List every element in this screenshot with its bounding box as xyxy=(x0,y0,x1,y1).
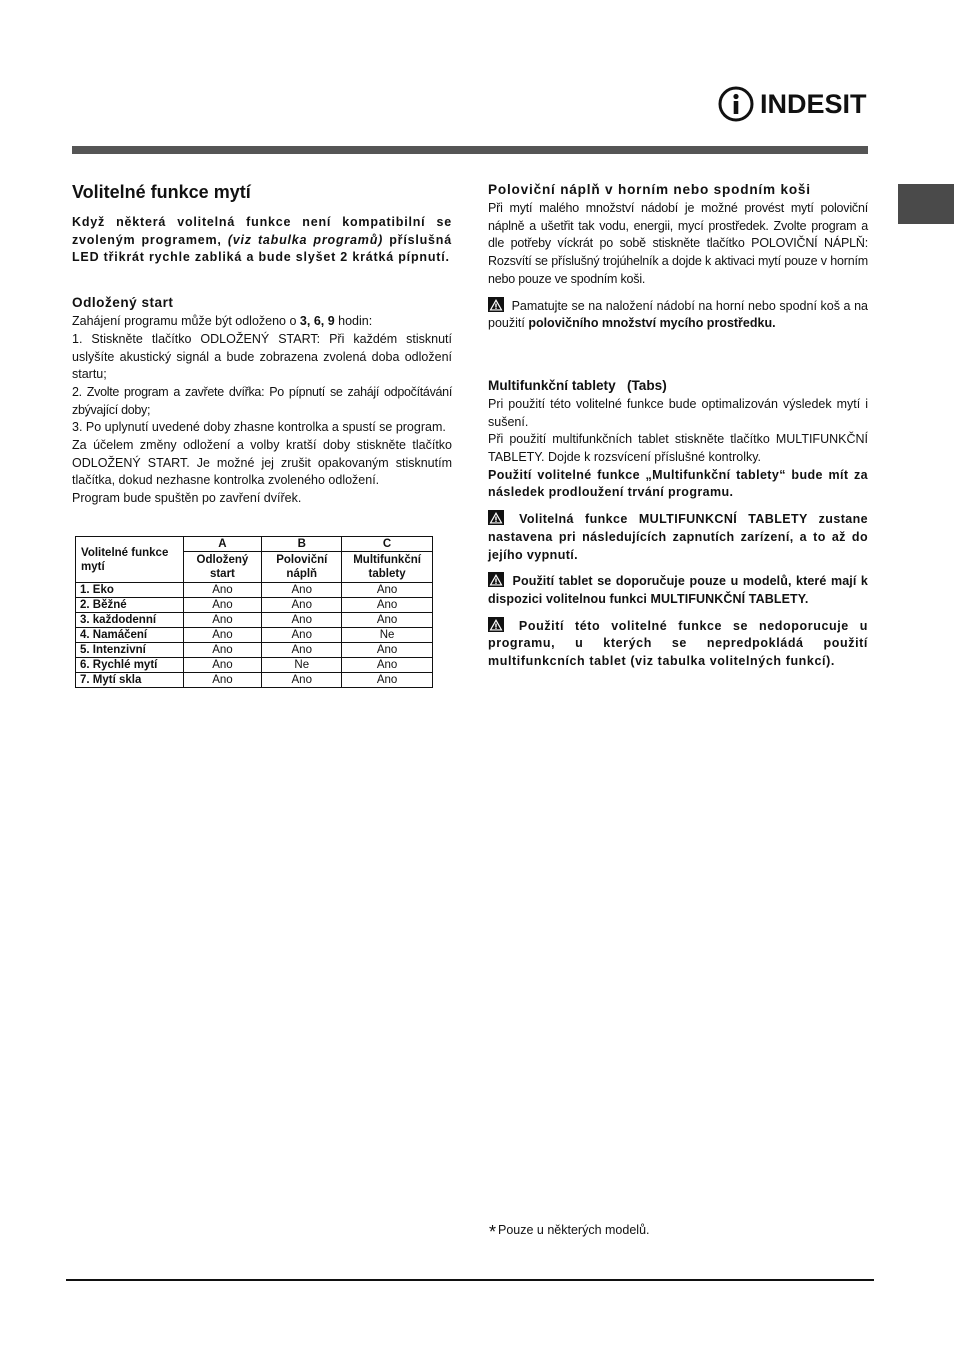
cell: Ano xyxy=(342,598,433,613)
col-label: Odložený start xyxy=(183,552,262,583)
row-name: 7. Mytí skla xyxy=(76,673,184,688)
cell: Ano xyxy=(183,628,262,643)
tabs-warning-2 xyxy=(488,572,868,608)
hours-values: 3, 6, 9 xyxy=(299,314,335,329)
delayed-step-1: 1. Stiskněte tlačítko ODLOŽENÝ START: Při každém stisknutí uslyšíte akustický signál a bude zobrazena zvolená doba odložení startu; xyxy=(72,331,452,382)
delayed-close: Program bude spuštěn po zavření dvířek. xyxy=(72,491,302,506)
brand-name: INDESIT xyxy=(760,88,867,119)
half-load-body: Při mytí malého množství nádobí je možné provést mytí poloviční náplně a ušetřit tak vodu, energii, mycí prostředek. Zvolte program a dle potřeby víckrát po sobě stiskněte tlačítko POLOVIČNÍ NÁPLŇ: Rozsvítí se příslušný trojúhelník a dojde k aktivaci mytí pouze v horním nebo pouze ve spodním koši. xyxy=(488,201,868,286)
col-letter: C xyxy=(342,537,433,552)
footnote-star: * xyxy=(489,1222,497,1242)
tabs-heading: Multifunkční tablety (Tabs) xyxy=(488,377,667,393)
intro-paragraph xyxy=(72,214,452,267)
tabs-warn-3-text: Použití této volitelné funkce se nedoporucuje u programu, u kterých se nepredpokládá použití multifunkcních tablet (viz tabulka volitelných funkcí). xyxy=(488,618,868,669)
delayed-start-heading: Odložený start xyxy=(72,295,174,311)
cell: Ano xyxy=(262,613,342,628)
cell: Ano xyxy=(183,643,262,658)
cell: Ano xyxy=(262,583,342,598)
left-column xyxy=(72,180,452,508)
hours-post: hodin: xyxy=(334,314,373,329)
footnote-text: Pouze u některých modelů. xyxy=(498,1223,650,1237)
half-load-heading: Poloviční náplň v horním nebo spodním koši xyxy=(488,182,811,197)
row-name: 3. každodenní xyxy=(76,613,184,628)
tabs-warn-1-text: Volitelná funkce MULTIFUNKCNÍ TABLETY zustane nastavena pri následujících zapnutích zarízení, a to až do jejího vypnutí. xyxy=(488,512,868,562)
language-tab xyxy=(898,184,954,224)
tabs-paragraph-1: Pri použití této volitelné funkce bude optimalizován výsledek mytí i sušení. xyxy=(488,396,868,429)
table-header-letters xyxy=(76,537,433,552)
col-label: Poloviční náplň xyxy=(262,552,342,583)
footnote xyxy=(489,1222,650,1243)
warning-icon xyxy=(488,510,504,525)
cell: Ano xyxy=(342,583,433,598)
cell: Ano xyxy=(183,658,262,673)
table-row xyxy=(76,598,433,613)
tabs-paragraph-2: Při použití multifunkčních tablet stiskněte tlačítko MULTIFUNKČNÍ TABLETY. Dojde k rozsvícení příslušné kontrolky. xyxy=(488,432,868,465)
row-name: 1. Eko xyxy=(76,583,184,598)
cell: Ano xyxy=(183,598,262,613)
half-load-warning xyxy=(488,297,868,333)
intro-italic: (viz tabulka programů) xyxy=(227,232,384,247)
hours-pre: Zahájení programu může být odloženo o xyxy=(72,314,300,329)
section-title: Volitelné funkce mytí xyxy=(72,182,251,202)
cell: Ne xyxy=(262,658,342,673)
cell: Ne xyxy=(342,628,433,643)
cell: Ano xyxy=(342,613,433,628)
half-warn-bold: polovičního množství mycího prostředku. xyxy=(528,316,776,331)
col-label: Multifunkční tablety xyxy=(342,552,433,583)
options-table xyxy=(75,536,433,688)
delayed-change: Za účelem změny odložení a volby kratší doby stiskněte tlačítko ODLOŽENÝ START. Je možné jej zrušit opakovaným stisknutím tlačítka, dokud nezhasne kontrolka zvoleného odložení. xyxy=(72,438,452,488)
header-bar xyxy=(72,146,868,154)
intro-text-1: Když některá volitelná funkce není kompatibilní se zvoleným programem, xyxy=(72,215,452,247)
table-row xyxy=(76,613,433,628)
table-corner: Volitelné funkce mytí xyxy=(76,537,184,583)
intro-text-2: příslušná LED třikrát rychle zabliká a bude slyšet 2 krátká pípnutí. xyxy=(72,232,452,265)
cell: Ano xyxy=(342,658,433,673)
delayed-step-2: 2. Zvolte program a zavřete dvířka: Po pípnutí se zahájí odpočítávání zbývající doby; xyxy=(72,384,452,417)
tabs-paragraph-3: Použití volitelné funkce „Multifunkční tablety“ bude mít za následek prodloužení trvání programu. xyxy=(488,467,868,500)
row-name: 5. Intenzivní xyxy=(76,643,184,658)
right-column xyxy=(488,180,868,671)
brand-logo xyxy=(718,84,867,124)
table-row xyxy=(76,673,433,688)
tabs-warn-2-text: Použití tablet se doporučuje pouze u modelů, které mají k dispozici volitelnou funkci MULTIFUNKČNÍ TABLETY. xyxy=(488,574,868,606)
col-letter: A xyxy=(183,537,262,552)
row-name: 2. Běžné xyxy=(76,598,184,613)
footer-rule xyxy=(66,1279,874,1281)
cell: Ano xyxy=(262,673,342,688)
cell: Ano xyxy=(183,583,262,598)
half-warn-text: Pamatujte se na naložení nádobí na horní nebo spodní koš a na použití xyxy=(488,298,868,331)
delayed-start-hours xyxy=(72,313,452,331)
tabs-warning-1 xyxy=(488,510,868,564)
cell: Ano xyxy=(342,673,433,688)
indesit-logo-icon xyxy=(718,86,754,122)
cell: Ano xyxy=(342,643,433,658)
cell: Ano xyxy=(262,628,342,643)
delayed-step-3: 3. Po uplynutí uvedené doby zhasne kontrolka a spustí se program. xyxy=(72,420,446,435)
tabs-warning-3 xyxy=(488,617,868,671)
warning-icon xyxy=(488,572,504,587)
table-row xyxy=(76,583,433,598)
table-row xyxy=(76,643,433,658)
warning-icon xyxy=(488,297,504,312)
row-name: 4. Namáčení xyxy=(76,628,184,643)
cell: Ano xyxy=(262,598,342,613)
cell: Ano xyxy=(183,613,262,628)
table-row xyxy=(76,658,433,673)
cell: Ano xyxy=(183,673,262,688)
table-row xyxy=(76,628,433,643)
cell: Ano xyxy=(262,643,342,658)
col-letter: B xyxy=(262,537,342,552)
warning-icon xyxy=(488,617,504,632)
row-name: 6. Rychlé mytí xyxy=(76,658,184,673)
